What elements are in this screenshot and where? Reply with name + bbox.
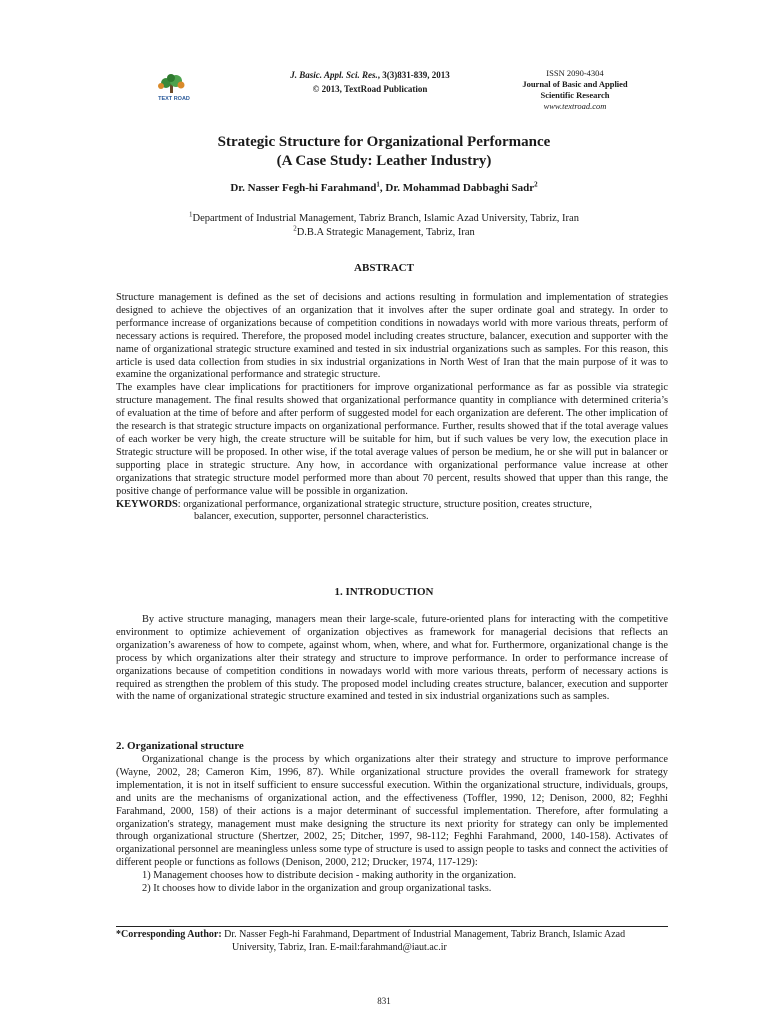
copyright-line: © 2013, TextRoad Publication: [312, 84, 428, 94]
affiliation-1-sup: 1: [189, 210, 193, 219]
section-2-paragraph: Organizational change is the process by which organizations alter their strategy and structure to improve performance (Wayne, 2002, 28; Cameron Kim, 1996, 87). While organizational structure provides the overall framework for strategy implementation, it is not in itself sufficient to ensure successful execution. Within the organizational structure, individuals, groups, and units are the mechanisms of organizational action, and the effectiveness (Toffler, 1990, 12; Denison, 2000, 82; Feghhi Farahmand, 2000, 158) of their actions is a major determinant of successful implementation. Therefore, after formulating a organization's strategy, management must make designing the structure its next priority for strategy can only be implemented through organizational structure (Shertzer, 2002, 25; Ditcher, 1997, 98-112; Feghhi Farahmand, 2000, 140-158). Activates of organizational personnel are meaningless unless some type of structure is used to assign people to tasks and connect the activities of different people or functions as follows (Denison, 2000, 212; Drucker, 1974, 117-129):: [116, 754, 668, 869]
introduction-body: [116, 614, 668, 704]
page-number: 831: [377, 996, 391, 1006]
journal-citation: [250, 68, 490, 96]
journal-name-line2: Scientific Research: [540, 90, 610, 100]
corresponding-author-note: [116, 929, 668, 954]
footnote-divider: [116, 926, 668, 927]
affiliation-2-text: D.B.A Strategic Management, Tabriz, Iran: [296, 227, 475, 238]
list-item: 2) It chooses how to divide labor in the organization and group organizational tasks.: [142, 883, 492, 895]
journal-url[interactable]: www.textroad.com: [543, 101, 607, 111]
author-list: [100, 182, 668, 194]
affiliation-2: [100, 226, 668, 240]
paper-title: [100, 133, 668, 171]
logo-text: TEXT ROAD: [158, 96, 190, 102]
corresponding-author-label: *Corresponding Author:: [116, 929, 222, 940]
section-2-heading: 2. Organizational structure: [116, 740, 244, 752]
affiliation-1: [100, 212, 668, 226]
tree-logo-icon: [146, 74, 202, 102]
keywords: [116, 499, 668, 512]
author-2-sup: 2: [534, 180, 538, 189]
affiliation-2-sup: 2: [293, 224, 297, 233]
introduction-paragraph: By active structure managing, managers mean their large-scale, future-oriented plans for interacting with the competitive environment to optimize achievement of organization objectives as framework for managerial decisions that reflects an organization’s awareness of how to compete, against whom, when, where, and what for. Furthermore, organizational change is the process by which organizations alter their strategy and structure to improve performance. In order to performance increase of organizations because of competition conditions in nowadays world with more various threats, perform of necessary actions is required as strengthen the problem of this study. The proposed model including creates structure, balancer, execution and supporter with the name of organizational strategic structure examined and tested in six industrial organizations such as samples.: [116, 614, 668, 703]
corresponding-author-line2: University, Tabriz, Iran. E-mail:farahmand@iaut.ac.ir: [232, 941, 447, 953]
keywords-label: KEYWORDS: [116, 498, 178, 510]
author-1-sup: 1: [376, 180, 380, 189]
introduction-heading: 1. INTRODUCTION: [334, 586, 434, 598]
abstract-paragraph-1: Structure management is defined as the set of decisions and actions resulting in formulation and implementation of strategies designed to achieve the objectives of an organization that it involves after the super ordinate goal and strategy. In order to performance increase of organizations because of competition conditions in nowadays world with more various threats, perform of necessary actions is required. Therefore, the proposed model including creates structure, balancer, execution and supporter with the name of organizational strategic structure examined and tested in six industrial organizations such as samples. For this reason, this article is used data collection from studies in six industrial organizations in North West of Iran that the main purpose of it was to examine the organizational performance and strategic structure.: [116, 292, 668, 381]
affiliations: [100, 212, 668, 240]
textroad-logo: [146, 74, 202, 102]
keywords-line1: : organizational performance, organizational strategic structure, structure position, creates structure,: [177, 498, 592, 510]
citation-details: , 3(3)831-839, 2013: [377, 70, 450, 80]
journal-name-line1: Journal of Basic and Applied: [522, 79, 628, 89]
issn: ISSN 2090-4304: [546, 68, 604, 78]
abstract-body: [116, 292, 668, 524]
author-separator: ,: [379, 182, 386, 194]
abstract-paragraph-2: The examples have clear implications for practitioners for improve organizational performance as far as possible via strategic structure management. The final results showed that organizational performance quantity in compliance with determined criteria’s of evaluation at the time of before and after perform of suggested model for each organization are deferent. The other implication of the research is that strategic structure impacts on organizational performance. Further, results showed that if the total average values of each worker be very high, the create structure will be suitable for him, but if such values be very low, the execution place in Strategic structure will be proposed. In other wise, if the total average values of person be medium, he or she will put in balancer or supporting place in strategic structure. Any how, in accordance with organizational performance value increase at other organizations that strategic structure model performed more than about 70 percent, results showed that upper than this range, the positive change of performance value will be possible in organization.: [116, 382, 668, 497]
journal-info: [505, 68, 645, 112]
corresponding-author-line1: Dr. Nasser Fegh-hi Farahmand, Department of Industrial Management, Tabriz Branch, Islamic Azad: [221, 929, 626, 940]
title-line1: Strategic Structure for Organizational Performance: [217, 134, 551, 150]
abstract-heading: ABSTRACT: [354, 262, 414, 274]
keywords-line2: balancer, execution, supporter, personnel characteristics.: [194, 511, 429, 523]
citation-journal: J. Basic. Appl. Sci. Res.: [290, 70, 378, 80]
author-1: Dr. Nasser Fegh-hi Farahmand: [230, 182, 377, 194]
title-line2: (A Case Study: Leather Industry): [276, 153, 492, 169]
author-2: Dr. Mohammad Dabbaghi Sadr: [385, 182, 535, 194]
list-item: 1) Management chooses how to distribute decision - making authority in the organization.: [142, 870, 517, 882]
affiliation-1-text: Department of Industrial Management, Tabriz Branch, Islamic Azad University, Tabriz, Iran: [192, 213, 579, 224]
section-2-body: [116, 754, 668, 896]
